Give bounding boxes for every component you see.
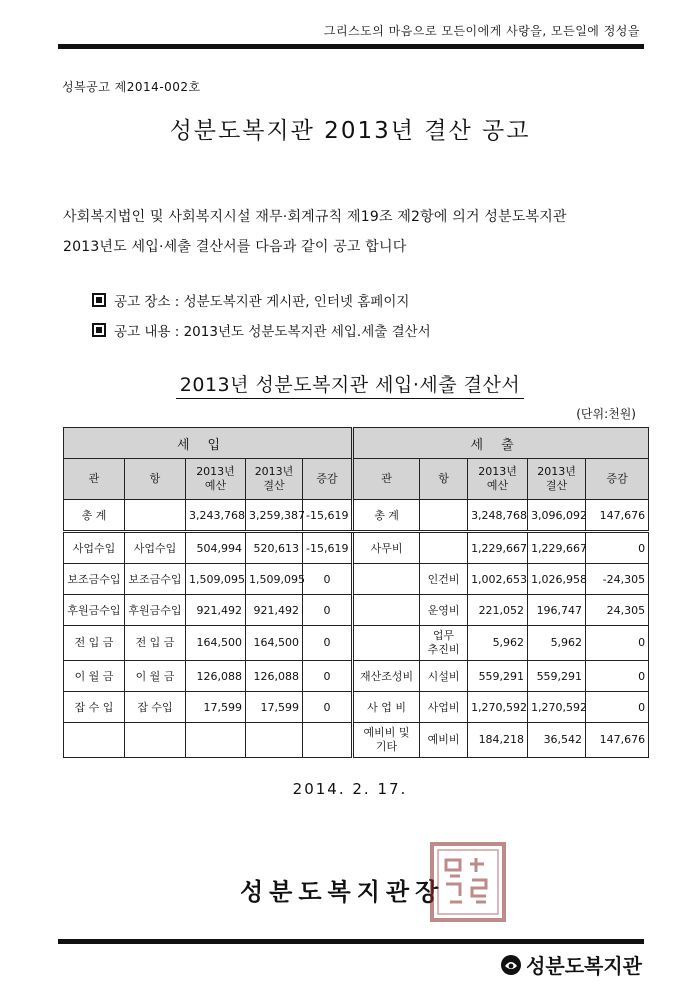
revenue-budget-cell: 3,243,768 (186, 500, 246, 532)
col-gwan: 관 (353, 459, 420, 500)
expense-diff-cell: 147,676 (586, 500, 649, 532)
expense-hang-cell: 사업비 (420, 692, 468, 723)
revenue-settle-cell: 3,259,387 (246, 500, 303, 532)
footer-logo (500, 950, 642, 979)
expense-gwan-cell: 사 업 비 (353, 692, 420, 723)
revenue-diff-cell (303, 723, 353, 758)
table-title-text: 2013년 성분도복지관 세입·세출 결산서 (176, 374, 524, 399)
revenue-gwan-cell: 후원금수입 (64, 595, 125, 626)
expense-hang-cell: 시설비 (420, 661, 468, 692)
revenue-hang-cell (125, 723, 186, 758)
bullet-content (92, 320, 431, 340)
revenue-settle-cell: 17,599 (246, 692, 303, 723)
logo-text: 성분도복지관 (526, 954, 642, 978)
expense-gwan-cell (353, 626, 420, 661)
col-budget (186, 459, 246, 500)
revenue-settle-cell: 126,088 (246, 661, 303, 692)
signer-name: 성분도복지관장 (240, 878, 445, 906)
col-hang: 항 (125, 459, 186, 500)
header-rule (58, 44, 644, 49)
expense-gwan-cell: 총 계 (353, 500, 420, 532)
revenue-diff-cell: 0 (303, 626, 353, 661)
body-line-2: 2013년도 세입·세출 결산서를 다음과 같이 공고 합니다 (63, 239, 407, 255)
col-budget-line1: 2013년 (478, 465, 517, 478)
revenue-diff-cell: -15,619 (303, 500, 353, 532)
expense-hang-cell (420, 532, 468, 564)
expense-hang-cell: 예비비 (420, 723, 468, 758)
revenue-gwan-cell: 사업수입 (64, 532, 125, 564)
unit-label: (단위:천원) (576, 407, 636, 421)
expense-diff-cell: -24,305 (586, 564, 649, 595)
notice-date: 2014. 2. 17. (292, 780, 408, 798)
expense-hang-cell (420, 500, 468, 532)
expense-budget-cell: 5,962 (468, 626, 528, 661)
revenue-diff-cell: 0 (303, 692, 353, 723)
bullet-location (92, 290, 409, 310)
official-seal-icon (428, 840, 508, 924)
revenue-hang-cell: 잡 수입 (125, 692, 186, 723)
expense-diff-cell: 0 (586, 626, 649, 661)
expense-settle-cell: 36,542 (528, 723, 586, 758)
revenue-diff-cell: 0 (303, 595, 353, 626)
expense-gwan-cell: 재산조성비 (353, 661, 420, 692)
bullet-location-text: 공고 장소 : 성분도복지관 게시판, 인터넷 홈페이지 (114, 294, 410, 310)
expense-hang-cell: 업무 추진비 (420, 626, 468, 661)
table-row (64, 595, 649, 626)
motto: 그리스도의 마음으로 모든이에게 사랑을, 모든일에 정성을 (323, 24, 640, 38)
expense-hang-cell: 인건비 (420, 564, 468, 595)
revenue-hang-cell: 보조금수입 (125, 564, 186, 595)
table-total-row (64, 500, 649, 532)
revenue-settle-cell (246, 723, 303, 758)
settlement-table (63, 427, 649, 758)
revenue-budget-cell: 17,599 (186, 692, 246, 723)
expense-budget-cell: 3,248,768 (468, 500, 528, 532)
col-hang: 항 (420, 459, 468, 500)
revenue-diff-cell: 0 (303, 661, 353, 692)
revenue-budget-cell: 164,500 (186, 626, 246, 661)
revenue-hang-cell (125, 500, 186, 532)
table-row (64, 723, 649, 758)
document-number: 성복공고 제2014-002호 (62, 80, 201, 94)
revenue-diff-cell: 0 (303, 564, 353, 595)
table-body (64, 500, 649, 758)
expense-gwan-cell (353, 564, 420, 595)
body-line-1: 사회복지법인 및 사회복지시설 재무·회계규칙 제19조 제2항에 의거 성분도복지관 (63, 209, 567, 225)
expense-settle-cell: 1,026,958 (528, 564, 586, 595)
expense-gwan-cell: 예비비 및 기타 (353, 723, 420, 758)
col-settle (528, 459, 586, 500)
expense-diff-cell: 24,305 (586, 595, 649, 626)
expense-settle-cell: 196,747 (528, 595, 586, 626)
revenue-budget-cell (186, 723, 246, 758)
revenue-gwan-cell: 잡 수 입 (64, 692, 125, 723)
revenue-gwan-cell: 보조금수입 (64, 564, 125, 595)
bullet-content-text: 공고 내용 : 2013년도 성분도복지관 세입.세출 결산서 (114, 324, 431, 340)
revenue-settle-cell: 921,492 (246, 595, 303, 626)
expense-diff-cell: 0 (586, 692, 649, 723)
square-bullet-icon (92, 323, 106, 337)
footer-rule (58, 939, 644, 944)
expense-hang-cell: 운영비 (420, 595, 468, 626)
expense-diff-cell: 0 (586, 532, 649, 564)
revenue-hang-cell: 이 월 금 (125, 661, 186, 692)
revenue-header: 세입 (64, 428, 353, 459)
revenue-gwan-cell: 이 월 금 (64, 661, 125, 692)
table-column-header (64, 459, 649, 500)
col-budget-line2: 예산 (204, 479, 227, 492)
revenue-settle-cell: 520,613 (246, 532, 303, 564)
expense-diff-cell: 147,676 (586, 723, 649, 758)
col-budget-line2: 예산 (486, 479, 509, 492)
revenue-gwan-cell: 전 입 금 (64, 626, 125, 661)
col-settle (246, 459, 303, 500)
organization-logo-icon (500, 954, 522, 976)
col-diff: 증감 (586, 459, 649, 500)
revenue-budget-cell: 504,994 (186, 532, 246, 564)
expense-budget-cell: 1,270,592 (468, 692, 528, 723)
revenue-settle-cell: 164,500 (246, 626, 303, 661)
revenue-settle-cell: 1,509,095 (246, 564, 303, 595)
expense-header: 세출 (353, 428, 649, 459)
expense-settle-cell: 559,291 (528, 661, 586, 692)
revenue-hang-cell: 전 입 금 (125, 626, 186, 661)
table-row (64, 626, 649, 661)
col-budget (468, 459, 528, 500)
revenue-gwan-cell: 총 계 (64, 500, 125, 532)
expense-settle-cell: 5,962 (528, 626, 586, 661)
col-settle-line2: 결산 (263, 479, 285, 492)
col-budget-line1: 2013년 (196, 465, 235, 478)
revenue-budget-cell: 126,088 (186, 661, 246, 692)
col-gwan: 관 (64, 459, 125, 500)
revenue-budget-cell: 921,492 (186, 595, 246, 626)
col-diff: 증감 (303, 459, 353, 500)
revenue-budget-cell: 1,509,095 (186, 564, 246, 595)
expense-budget-cell: 221,052 (468, 595, 528, 626)
revenue-hang-cell: 후원금수입 (125, 595, 186, 626)
expense-settle-cell: 1,229,667 (528, 532, 586, 564)
revenue-gwan-cell (64, 723, 125, 758)
expense-diff-cell: 0 (586, 661, 649, 692)
col-settle-line2: 결산 (545, 479, 568, 492)
revenue-diff-cell: -15,619 (303, 532, 353, 564)
table-title (0, 370, 700, 397)
expense-gwan-cell (353, 595, 420, 626)
expense-settle-cell: 3,096,092 (528, 500, 586, 532)
expense-budget-cell: 184,218 (468, 723, 528, 758)
notice-title: 성분도복지관 2013년 결산 공고 (169, 118, 531, 144)
table-row (64, 564, 649, 595)
square-bullet-icon (92, 293, 106, 307)
revenue-hang-cell: 사업수입 (125, 532, 186, 564)
col-settle-line1: 2013년 (254, 465, 294, 478)
table-row (64, 532, 649, 564)
col-settle-line1: 2013년 (537, 465, 576, 478)
expense-gwan-cell: 사무비 (353, 532, 420, 564)
expense-budget-cell: 1,002,653 (468, 564, 528, 595)
expense-settle-cell: 1,270,592 (528, 692, 586, 723)
table-row (64, 661, 649, 692)
table-group-header (64, 428, 649, 459)
expense-budget-cell: 559,291 (468, 661, 528, 692)
table-row (64, 692, 649, 723)
expense-budget-cell: 1,229,667 (468, 532, 528, 564)
